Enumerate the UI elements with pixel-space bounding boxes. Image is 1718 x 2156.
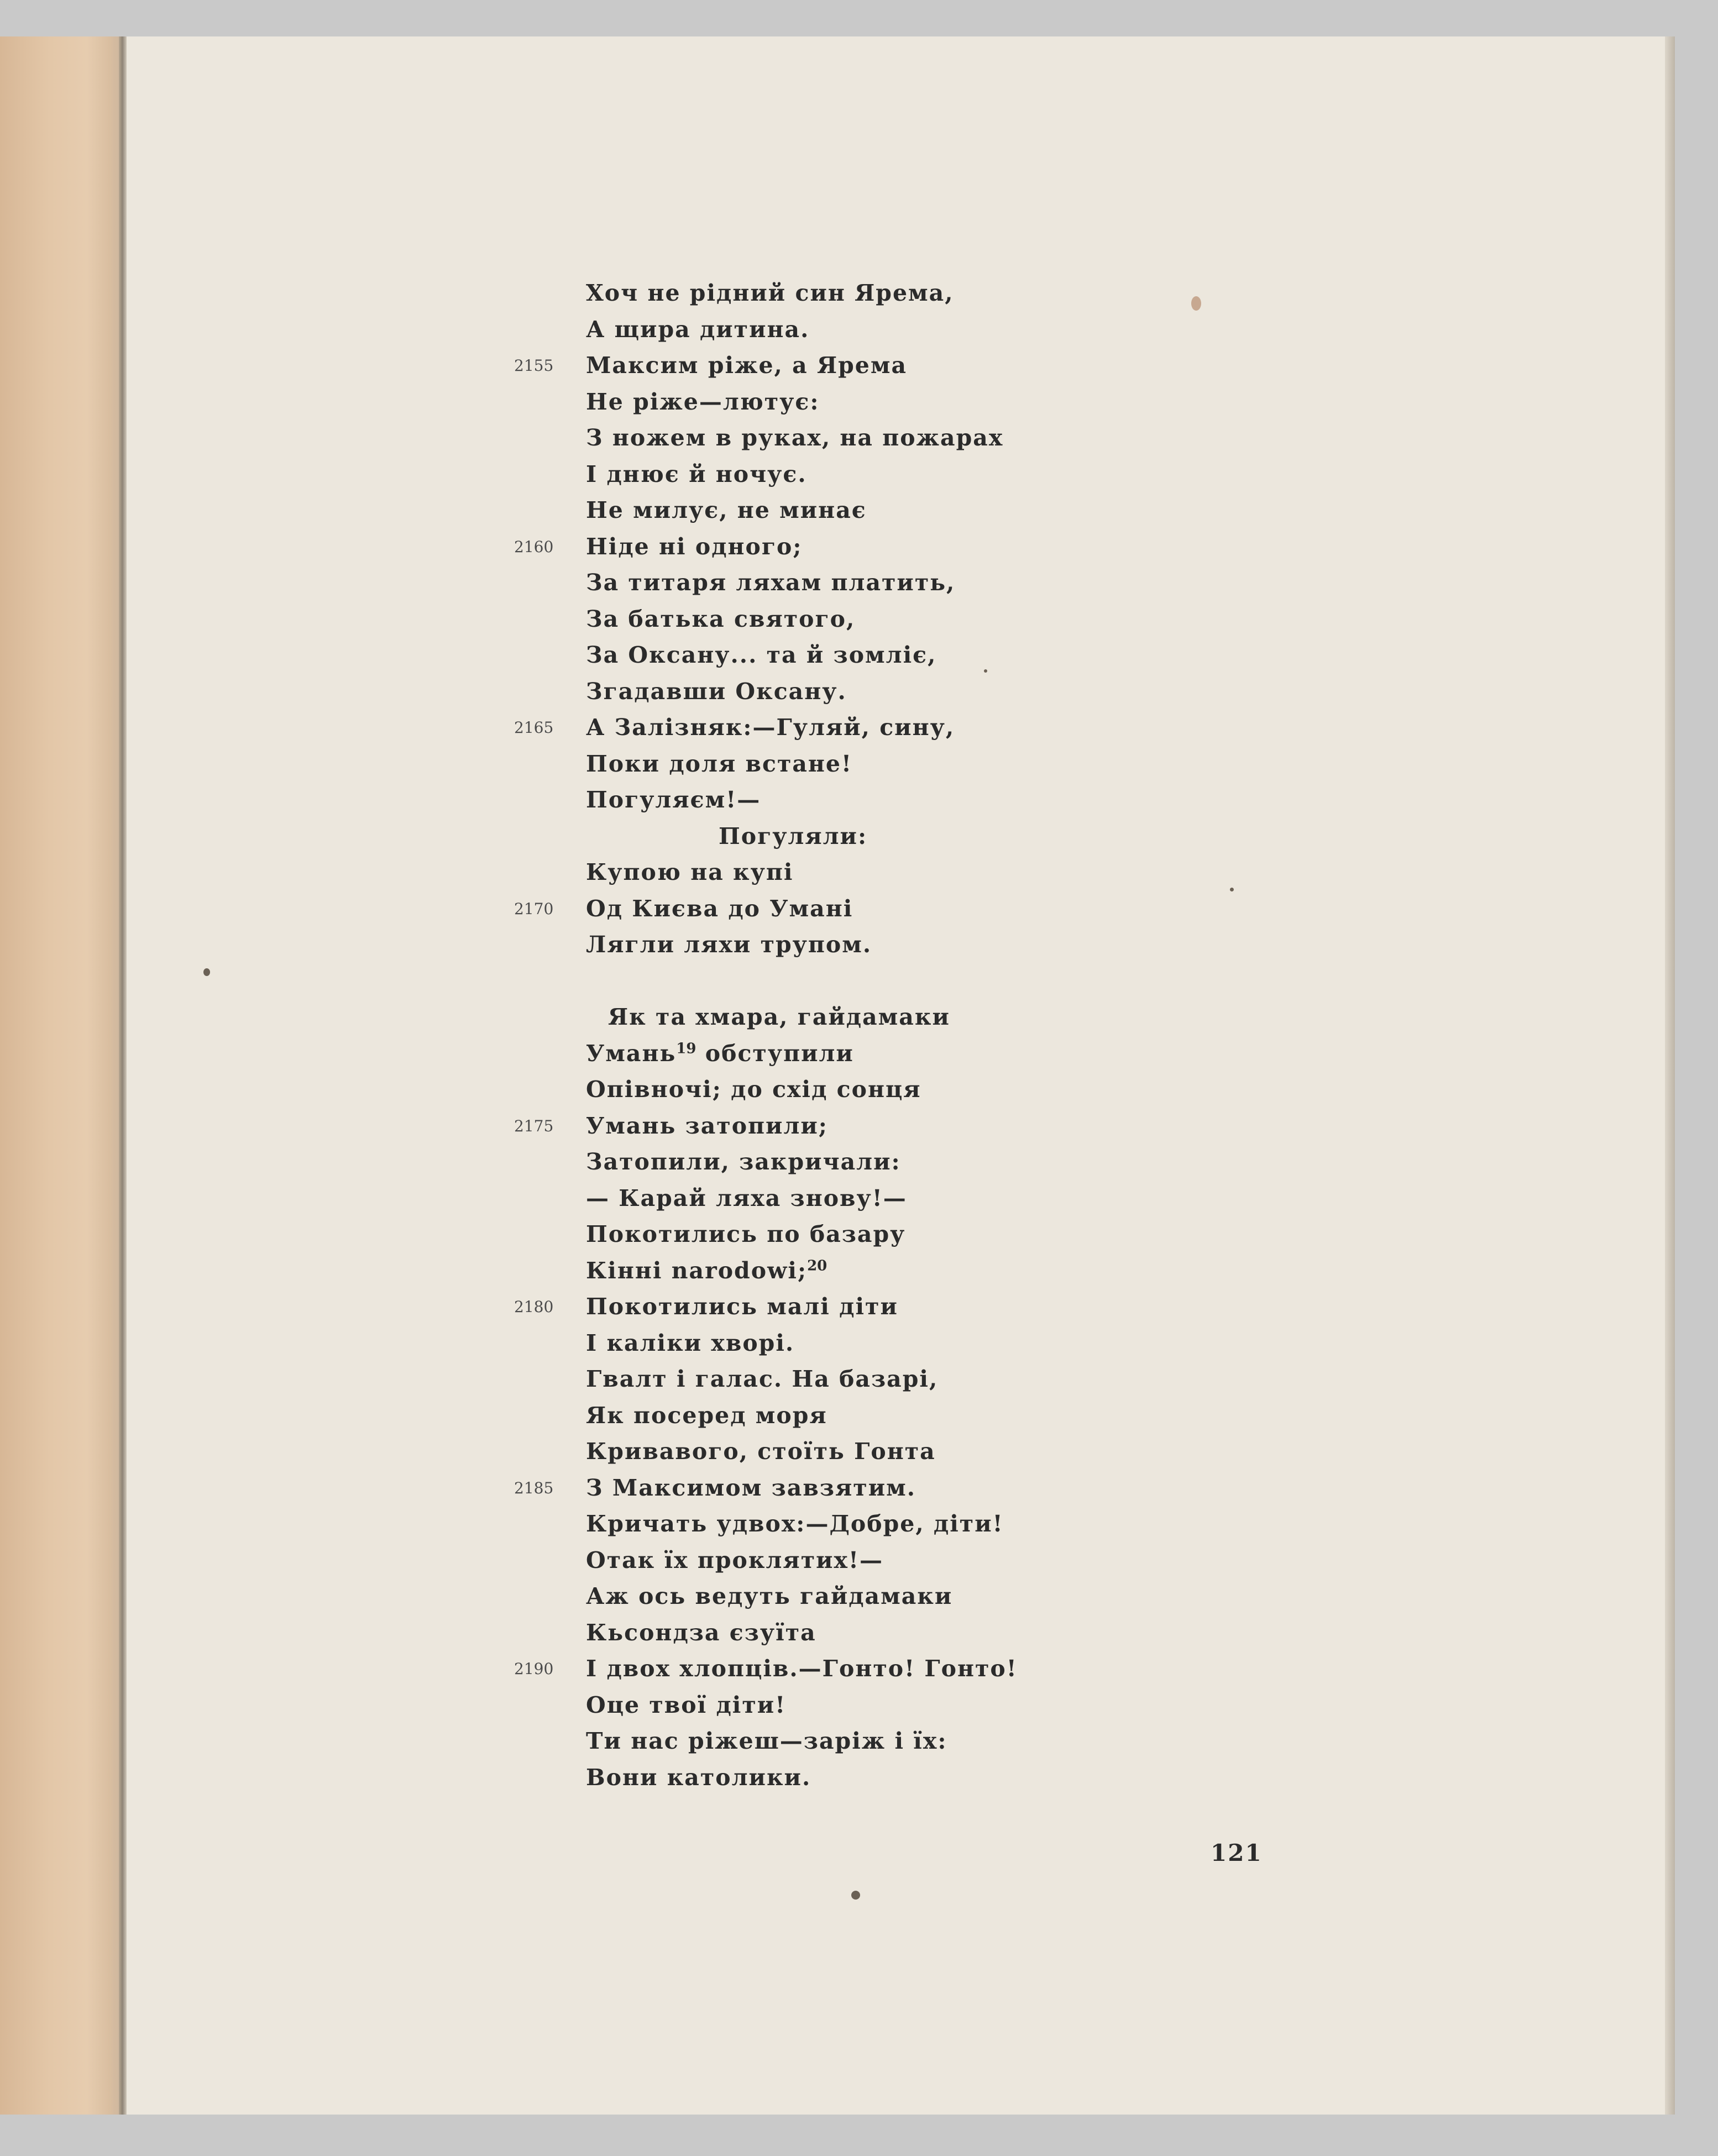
poem-line — [514, 457, 1454, 493]
poem-line — [514, 565, 1454, 601]
line-text: Не милує, не минає — [586, 497, 867, 523]
page-right-edge — [1665, 36, 1675, 2115]
line-text: За титаря ляхам платить, — [586, 569, 956, 596]
poem-line — [514, 637, 1454, 674]
line-text: Умань затопили; — [586, 1112, 828, 1139]
line-text: Максим ріже, а Ярема — [586, 352, 908, 379]
line-text: З Максимом завзятим. — [586, 1474, 916, 1501]
poem-line — [514, 348, 1454, 384]
poem-line — [514, 1361, 1454, 1398]
poem-line — [514, 601, 1454, 638]
paper-speck — [1230, 888, 1234, 891]
line-number: 2175 — [514, 1116, 554, 1135]
poem-line — [514, 1108, 1454, 1145]
line-number: 2170 — [514, 899, 554, 918]
poem-line — [514, 492, 1454, 529]
poem-line — [514, 1036, 1454, 1072]
line-number: 2190 — [514, 1660, 554, 1678]
poem-line — [514, 1470, 1454, 1507]
footnote-marker[interactable]: 20 — [807, 1257, 827, 1274]
line-text: Од Києва до Умані — [586, 895, 853, 922]
line-text: Аж ось ведуть гайдамаки — [586, 1583, 953, 1609]
line-text: За батька святого, — [586, 605, 856, 632]
paper-speck — [984, 669, 987, 673]
line-number: 2155 — [514, 356, 554, 375]
line-text: І днює й ночує. — [586, 460, 807, 487]
line-number: 2160 — [514, 537, 554, 556]
poem-line — [514, 1543, 1454, 1579]
line-text: Кривавого, стоїть Гонта — [586, 1438, 936, 1465]
poem-line — [514, 1289, 1454, 1325]
line-text-part: обступили — [696, 1040, 854, 1067]
binding-edge — [119, 36, 127, 2115]
line-text: Покотились малі діти — [586, 1293, 898, 1320]
poem-line — [514, 312, 1454, 348]
paper-speck — [203, 968, 210, 976]
poem-line — [514, 1144, 1454, 1181]
line-text: Лягли ляхи трупом. — [586, 931, 872, 958]
poem-line — [514, 1181, 1454, 1217]
line-text: А щира дитина. — [586, 316, 810, 343]
poem-line — [514, 674, 1454, 710]
line-text-part: Кінні narodowi; — [586, 1257, 808, 1284]
paper-speck — [1191, 296, 1201, 311]
paper-speck — [851, 1891, 860, 1900]
line-text: Покотились по базару — [586, 1221, 906, 1247]
line-text: Вони католики. — [586, 1764, 811, 1791]
line-text: І каліки хворі. — [586, 1329, 795, 1356]
poem-line — [514, 1253, 1454, 1289]
line-number: 2185 — [514, 1478, 554, 1497]
poem-line — [514, 529, 1454, 565]
poem-line — [514, 746, 1454, 783]
line-text: Кричать удвох:—Добре, діти! — [586, 1510, 1004, 1537]
poem-line — [514, 420, 1454, 457]
line-text: І двох хлопців.—Гонто! Гонто! — [586, 1655, 1018, 1682]
line-text: Затопили, закричали: — [586, 1148, 901, 1175]
poem-text — [514, 275, 1454, 1796]
poem-line — [514, 1434, 1454, 1470]
line-text: Опівночі; до схід сонця — [586, 1076, 921, 1103]
poem-line — [514, 275, 1454, 312]
poem-line — [514, 1398, 1454, 1434]
poem-line — [514, 1687, 1454, 1724]
footnote-marker[interactable]: 19 — [676, 1040, 696, 1057]
line-text: Ти нас ріжеш—заріж і їх: — [586, 1728, 947, 1754]
poem-line — [514, 384, 1454, 421]
line-text: Як та хмара, гайдамаки — [608, 1004, 950, 1030]
line-number: 2165 — [514, 718, 554, 737]
poem-line — [514, 891, 1454, 927]
line-text: З ножем в руках, на пожарах — [586, 424, 1004, 451]
poem-line — [514, 1072, 1454, 1108]
line-text: Поки доля встане! — [586, 750, 853, 777]
page-number: 121 — [1211, 1839, 1263, 1866]
line-text: Хоч не рідний син Ярема, — [586, 280, 954, 306]
line-text: Згадавши Оксану. — [586, 678, 847, 705]
poem-line — [514, 1578, 1454, 1615]
line-text: Не ріже—лютує: — [586, 388, 820, 415]
line-text: Кьсондза єзуїта — [586, 1619, 816, 1646]
line-text: — Карай ляха знову!— — [586, 1184, 907, 1211]
stanza-break — [514, 963, 1454, 1000]
line-text: Гвалт і галас. На базарі, — [586, 1366, 939, 1392]
poem-line — [514, 927, 1454, 963]
poem-line — [514, 1615, 1454, 1651]
line-text: А Залізняк:—Гуляй, сину, — [586, 714, 955, 741]
line-text: Погуляєм!— — [586, 786, 761, 813]
poem-line — [514, 1651, 1454, 1687]
line-text: Оце твої діти! — [586, 1691, 787, 1718]
poem-line — [514, 999, 1454, 1036]
book-page — [0, 36, 1675, 2115]
poem-line — [514, 1216, 1454, 1253]
line-number: 2180 — [514, 1298, 554, 1316]
line-text — [586, 1253, 827, 1289]
line-text: Як посеред моря — [586, 1402, 827, 1429]
page-gutter-shadow — [0, 36, 124, 2115]
poem-line — [514, 710, 1454, 746]
poem-line — [514, 1760, 1454, 1796]
line-text — [586, 1036, 854, 1072]
line-text: За Оксану... та й зомліє, — [586, 642, 937, 668]
poem-line — [514, 1325, 1454, 1362]
poem-line — [514, 854, 1454, 891]
line-text: Отак їх проклятих!— — [586, 1546, 883, 1573]
line-text-part: Умань — [586, 1040, 677, 1067]
line-text: Погуляли: — [719, 822, 868, 849]
line-text: Ніде ні одного; — [586, 533, 803, 560]
poem-line — [514, 1506, 1454, 1543]
poem-line — [514, 1723, 1454, 1760]
poem-line — [514, 819, 1454, 855]
poem-line — [514, 782, 1454, 819]
line-text: Купою на купі — [586, 859, 794, 885]
